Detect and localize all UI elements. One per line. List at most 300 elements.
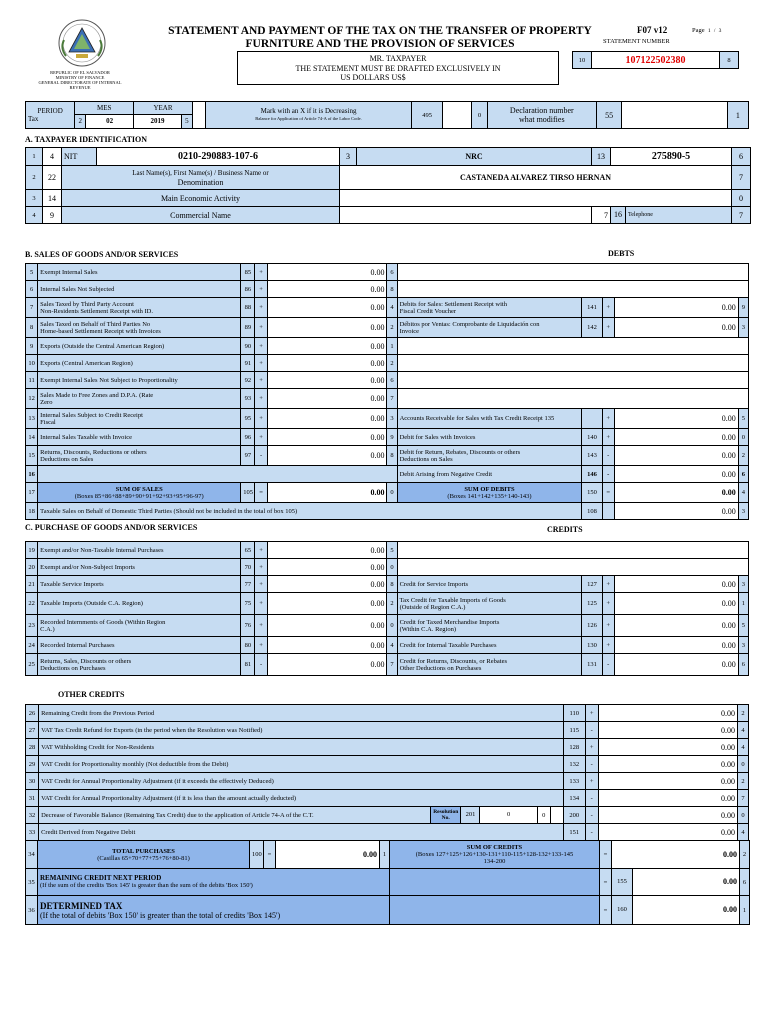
row-number: 19 — [26, 542, 38, 559]
check-digit: 8 — [387, 446, 397, 466]
row-number: 17 — [26, 483, 38, 503]
amount-field[interactable]: 0.00 — [267, 281, 387, 298]
credit-check-digit: 3 — [738, 637, 748, 654]
row-number: 26 — [26, 705, 39, 722]
box-number: 128 — [563, 739, 585, 756]
row-number: 24 — [26, 637, 38, 654]
check-digit: 2 — [387, 318, 397, 338]
box-number: 97 — [241, 446, 255, 466]
box-number: 22 — [43, 166, 62, 190]
box-number: 91 — [241, 355, 255, 372]
telephone-box: 16 — [611, 207, 625, 223]
check-digit: 7 — [387, 389, 397, 409]
totals-row — [26, 841, 750, 869]
box-number: 160 — [612, 896, 633, 924]
amount-field[interactable]: 0.00 — [598, 773, 737, 790]
sum-of-debits-formula: (Boxes 141+142+135+140-143) — [447, 492, 532, 500]
nit-value[interactable]: 0210-290883-107-6 — [97, 148, 340, 166]
sales-label-line: Exports (Central American Region) — [40, 359, 133, 367]
sales-label — [38, 318, 241, 338]
debit-box-number: 146 — [582, 466, 602, 483]
sales-row — [26, 389, 749, 409]
debit-box-number: 141 — [582, 298, 602, 318]
sales-label-line: Sales Made to Free Zones and D.P.A. (Rate — [40, 391, 154, 399]
debit-amount-field[interactable]: 0.00 — [614, 429, 738, 446]
debit-box-number — [582, 409, 602, 429]
sales-label-line: Internal Sales Not Subjected — [40, 285, 115, 293]
credit-label-line: Credit for Internal Taxable Purchases — [399, 641, 497, 649]
debit-label-line: Débitos por Ventas: Comprobante de Liquidación con — [399, 320, 540, 328]
amount-field[interactable]: 0.00 — [267, 318, 387, 338]
sum-of-credits-field[interactable]: 0.00 — [612, 841, 740, 869]
debit-label-line: Invoice — [399, 327, 420, 335]
row-number: 36 — [26, 896, 38, 925]
page-label: Page — [692, 27, 705, 34]
row-number: 4 — [26, 207, 43, 224]
check-digit: 2 — [738, 773, 749, 790]
row-number: 11 — [26, 372, 38, 389]
operator: + — [255, 318, 267, 338]
debit-box-number: 142 — [582, 318, 602, 338]
amount-field[interactable]: 0.00 — [598, 824, 737, 841]
amount-field[interactable]: 0.00 — [267, 615, 387, 637]
sales-label — [38, 281, 241, 298]
row-number: 3 — [26, 190, 43, 207]
sum-of-credits-formula-2: 134-200 — [483, 858, 506, 865]
sales-row — [26, 503, 749, 520]
operator: - — [585, 807, 598, 824]
credit-box-number: 131 — [582, 654, 602, 676]
debit-check-digit: 5 — [738, 409, 748, 429]
purchase-label — [38, 593, 241, 615]
resolution-value[interactable]: 0 — [506, 811, 511, 818]
form-title-line2: FURNITURE AND THE PROVISION OF SERVICES — [245, 38, 515, 50]
credit-label-line: Credit for Taxed Merchandise Imports — [399, 618, 500, 626]
purchase-label-line: Taxable Service Imports — [40, 580, 104, 588]
debit-operator: - — [602, 446, 614, 466]
sales-label — [38, 264, 241, 281]
check-digit: 0 — [387, 483, 397, 503]
sales-row — [26, 372, 749, 389]
section-a-title: A. TAXPAYER IDENTIFICATION — [25, 135, 148, 144]
credit-box-number: 130 — [582, 637, 602, 654]
credit-label — [397, 593, 582, 615]
box-number: 96 — [241, 429, 255, 446]
purchase-label-line: Returns, Sales, Discounts or others — [40, 657, 132, 665]
debit-amount-field[interactable]: 0.00 — [614, 318, 738, 338]
credit-label — [397, 615, 582, 637]
period-label: PERIOD — [37, 107, 63, 115]
seal-line-2: MINISTRY OF FINANCE — [55, 75, 105, 80]
decreasing-check: 0 — [472, 102, 487, 129]
row-number: 12 — [26, 389, 38, 409]
debit-box-number: 150 — [582, 483, 602, 503]
other-credit-label: Credit Derived from Negative Debit — [39, 824, 564, 841]
activity-value[interactable] — [340, 190, 732, 207]
other-credit-label: Remaining Credit from the Previous Period — [39, 705, 564, 722]
check-digit: 3 — [387, 409, 397, 429]
sales-label — [38, 338, 241, 355]
operator: - — [585, 722, 598, 739]
credit-amount-field[interactable]: 0.00 — [614, 576, 738, 593]
debit-label-line: Debit for Return, Rebates, Discounts or others — [399, 448, 521, 456]
empty-cell — [397, 372, 748, 389]
credit-check-digit: 5 — [738, 615, 748, 637]
sales-label-line: Internal Sales Subject to Credit Receipt — [40, 411, 143, 419]
purchase-row — [26, 559, 749, 576]
box-number: 81 — [241, 654, 255, 676]
debit-check-digit: 9 — [738, 298, 748, 318]
other-credit-label: VAT Withholding Credit for Non-Residents — [39, 739, 564, 756]
sum-row — [26, 483, 749, 503]
total-purchases — [38, 841, 250, 869]
box-number: 155 — [612, 869, 633, 895]
box-number: 77 — [241, 576, 255, 593]
operator: + — [255, 615, 267, 637]
row-number: 9 — [26, 338, 38, 355]
amount-field[interactable]: 0.00 — [267, 576, 387, 593]
box-number: 90 — [241, 338, 255, 355]
box-number: 132 — [563, 756, 585, 773]
amount-field[interactable]: 0.00 — [267, 409, 387, 429]
other-credit-row — [26, 773, 749, 790]
other-credit-label: VAT Credit for Annual Proportionality Adjustment (if it is less than the amount actually deducted) — [39, 790, 564, 807]
check-digit: 0 — [387, 615, 397, 637]
row-number: 18 — [26, 503, 38, 520]
stmt-box-number: 10 — [573, 52, 592, 69]
amount-field[interactable]: 0.00 — [267, 654, 387, 676]
other-credits-table — [25, 704, 749, 841]
sum-of-sales — [38, 483, 241, 503]
box-number: 105 — [241, 483, 255, 503]
taxpayer-name[interactable]: CASTANEDA ALVAREZ TIRSO HERNAN — [340, 166, 732, 190]
sales-row — [26, 355, 749, 372]
box-number: 92 — [241, 372, 255, 389]
telephone-check: 7 — [732, 207, 751, 224]
declaration-value[interactable] — [622, 102, 728, 129]
debit-label-line: Fiscal Credit Voucher — [399, 307, 457, 315]
credit-box-number: 126 — [582, 615, 602, 637]
activity-label: Main Economic Activity — [62, 190, 340, 207]
other-credit-row — [26, 705, 749, 722]
year-label: YEAR — [133, 102, 192, 114]
debit-box-number: 140 — [582, 429, 602, 446]
stmt-check-digit: 8 — [720, 52, 739, 69]
purchase-label-line: Recorded Internments of Goods (Within Region — [40, 618, 166, 626]
debit-operator: + — [602, 409, 614, 429]
operator: + — [585, 705, 598, 722]
debit-operator: = — [602, 483, 614, 503]
amount-field[interactable]: 0.00 — [267, 355, 387, 372]
empty-cell — [397, 338, 748, 355]
check-digit: 4 — [738, 722, 749, 739]
credit-label-line: Credit for Service Imports — [399, 580, 468, 588]
purchase-label-line: Deductions on Purchases — [40, 664, 106, 672]
box-number: 110 — [563, 705, 585, 722]
row-number: 29 — [26, 756, 39, 773]
sum-of-sales-field[interactable]: 0.00 — [267, 483, 387, 503]
check-digit: 4 — [387, 298, 397, 318]
other-credit-label: VAT Tax Credit Refund for Exports (in the period when the Resolution was Notified) — [39, 722, 564, 739]
nit-check: 3 — [340, 148, 357, 166]
amount-field[interactable]: 0.00 — [614, 503, 738, 520]
box-number: 85 — [241, 264, 255, 281]
purchase-label — [38, 654, 241, 676]
debit-label-line: Debit for Sales with Invoices — [399, 433, 476, 441]
determined-tax-value[interactable]: 0.00 — [723, 905, 737, 914]
sales-row — [26, 281, 749, 298]
debit-label-line: Deductions on Sales — [399, 455, 453, 463]
debit-operator: - — [602, 466, 614, 483]
debit-label-line: Debits for Sales: Settlement Receipt with — [399, 300, 507, 308]
amount-field[interactable]: 0.00 — [267, 298, 387, 318]
purchase-row — [26, 615, 749, 637]
amount-field[interactable]: 0.00 — [598, 807, 737, 824]
box-number: 133 — [563, 773, 585, 790]
purchase-row — [26, 576, 749, 593]
amount-field[interactable]: 0.00 — [598, 705, 737, 722]
credit-check-digit: 3 — [738, 576, 748, 593]
other-credit-row — [26, 790, 749, 807]
sales-row — [26, 318, 749, 338]
empty-cell — [397, 389, 748, 409]
credit-label — [397, 576, 582, 593]
amount-field[interactable]: 0.00 — [267, 264, 387, 281]
page-separator: / — [713, 28, 716, 34]
debit-amount-field[interactable]: 0.00 — [614, 409, 738, 429]
resolution-field[interactable] — [461, 807, 537, 824]
resolution-box: 201 — [461, 807, 480, 823]
credit-amount-field[interactable]: 0.00 — [614, 615, 738, 637]
remaining-credit-value[interactable]: 0.00 — [723, 877, 737, 886]
box-number: 65 — [241, 542, 255, 559]
purchase-row — [26, 637, 749, 654]
debit-operator: + — [602, 429, 614, 446]
row-number: 15 — [26, 446, 38, 466]
year-value[interactable]: 2019 — [133, 115, 181, 128]
debit-box-number: 143 — [582, 446, 602, 466]
other-credit-label: Decrease of Favorable Balance (Remaining Tax Credit) due to the application of Article 74-A of the C.T. — [39, 807, 431, 824]
box-number: 151 — [563, 824, 585, 841]
credit-operator: - — [602, 654, 614, 676]
check-digit: 8 — [387, 281, 397, 298]
credit-amount-field[interactable]: 0.00 — [614, 637, 738, 654]
row-number: 16 — [26, 466, 38, 483]
debit-label — [397, 446, 582, 466]
debit-operator: + — [602, 318, 614, 338]
credit-check-digit: 1 — [738, 593, 748, 615]
remaining-credit-formula: (If the sum of the credits 'Box 145' is greater than the sum of the debits 'Box 150') — [40, 882, 253, 889]
credit-amount-field[interactable]: 0.00 — [614, 654, 738, 676]
operator: - — [585, 790, 598, 807]
decreasing-box: 495 — [412, 102, 443, 129]
operator: = — [255, 483, 267, 503]
box-number: 80 — [241, 637, 255, 654]
notice-line1: MR. TAXPAYER — [369, 54, 427, 63]
operator: + — [585, 739, 598, 756]
third-party-sales-label: Taxable Sales on Behalf of Domestic Third Parties (Should not be included in the total of box 105) — [38, 503, 582, 520]
sales-row — [26, 446, 749, 466]
sales-label-line: Home-based Settlement Receipt with Invoices — [40, 327, 161, 335]
determined-tax-field[interactable] — [612, 896, 740, 925]
declaration-box: 55 — [597, 102, 622, 129]
resolution-label-1: Resolution — [433, 809, 459, 815]
purchase-row — [26, 542, 749, 559]
amount-field[interactable]: 0.00 — [267, 389, 387, 409]
box-number: 100 — [250, 841, 264, 869]
decreasing-mark[interactable] — [443, 102, 472, 129]
box-number: 86 — [241, 281, 255, 298]
total-purchases-field[interactable]: 0.00 — [276, 841, 380, 869]
credit-check-digit: 2 — [740, 841, 750, 869]
check-digit: 6 — [740, 869, 750, 896]
amount-field[interactable]: 0.00 — [598, 790, 737, 807]
sales-label-line: Internal Sales Taxable with Invoice — [40, 433, 133, 441]
row-number: 25 — [26, 654, 38, 676]
purchase-label — [38, 615, 241, 637]
decreasing-sublabel: Balance for Application of Article 74-A of the Labor Code. — [255, 116, 362, 121]
debit-check-digit: 0 — [738, 429, 748, 446]
sum-of-credits-title: SUM OF CREDITS — [466, 844, 523, 851]
row-number: 6 — [26, 281, 38, 298]
credit-check-digit: 6 — [738, 654, 748, 676]
debit-check-digit: 3 — [738, 318, 748, 338]
sum-of-debits-field[interactable]: 0.00 — [614, 483, 738, 503]
determined-tax — [38, 896, 390, 925]
remaining-credit-title: REMAINING CREDIT NEXT PERIOD — [40, 874, 162, 882]
nrc-box: 13 — [592, 148, 611, 166]
sales-label-line: Fiscal — [40, 418, 56, 426]
operator: + — [255, 637, 267, 654]
other-credit-row — [26, 722, 749, 739]
seal-line-3: GENERAL DIRECTORATE OF INTERNAL REVENUE — [38, 80, 122, 90]
amount-field[interactable]: 0.00 — [267, 446, 387, 466]
row-number: 28 — [26, 739, 39, 756]
coat-of-arms-icon — [52, 18, 112, 68]
purchase-label — [38, 576, 241, 593]
debit-label — [397, 298, 582, 318]
section-b-title: B. SALES OF GOODS AND/OR SERVICES — [25, 250, 179, 259]
credit-operator: + — [602, 637, 614, 654]
remaining-credit-field[interactable] — [612, 869, 740, 896]
check-digit: 7 — [738, 790, 749, 807]
nit-label: NIT — [62, 148, 97, 166]
check-digit: 0 — [738, 756, 749, 773]
year-box: 5 — [181, 115, 192, 128]
empty-cell — [397, 542, 748, 559]
sales-label-line: Exempt Internal Sales — [40, 268, 98, 276]
sales-label — [38, 409, 241, 429]
form-title-line1: STATEMENT AND PAYMENT OF THE TAX ON THE TRANSFER OF PROPERTY — [168, 25, 592, 37]
other-credit-row — [26, 824, 749, 841]
operator: + — [255, 559, 267, 576]
other-credit-row — [26, 739, 749, 756]
amount-field[interactable]: 0.00 — [598, 722, 737, 739]
row-number: 23 — [26, 615, 38, 637]
amount-field[interactable]: 0.00 — [267, 637, 387, 654]
amount-field[interactable]: 0.00 — [267, 542, 387, 559]
total-purchases-formula: (Casillas 65+70+77+75+76+80-81) — [97, 854, 190, 862]
sales-label-line: Exempt Internal Sales Not Subject to Proportionality — [40, 376, 178, 384]
sales-table — [25, 263, 749, 520]
other-credit-row — [26, 756, 749, 773]
amount-field[interactable]: 0.00 — [267, 429, 387, 446]
amount-field[interactable]: 0.00 — [598, 756, 737, 773]
check-digit: 2 — [738, 705, 749, 722]
other-credit-label: VAT Credit for Annual Proportionality Adjustment (if it exceeds the effectively Deduced) — [39, 773, 564, 790]
operator: + — [255, 542, 267, 559]
empty-cell — [397, 559, 748, 576]
check-digit: 4 — [738, 824, 749, 841]
purchase-label — [38, 559, 241, 576]
amount-field[interactable]: 0.00 — [267, 559, 387, 576]
totals-table — [25, 840, 750, 925]
empty-cell — [390, 869, 600, 896]
nrc-value[interactable]: 275890-5 — [611, 148, 732, 166]
box-number: 14 — [43, 190, 62, 207]
credits-title: CREDITS — [547, 525, 583, 534]
check-digit: 4 — [738, 739, 749, 756]
month-box: 2 — [78, 117, 83, 125]
sales-label-line: Zero — [40, 398, 53, 406]
amount-field[interactable]: 0.00 — [267, 593, 387, 615]
month-value[interactable]: 02 — [85, 115, 133, 128]
check-digit: 5 — [387, 542, 397, 559]
row-number: 7 — [26, 298, 38, 318]
box-number: 75 — [241, 593, 255, 615]
check-digit: 9 — [387, 429, 397, 446]
purchase-label — [38, 637, 241, 654]
debit-amount-field[interactable]: 0.00 — [614, 466, 738, 483]
commercial-name-check: 7 — [592, 207, 611, 224]
credit-amount-field[interactable]: 0.00 — [614, 593, 738, 615]
amount-field[interactable]: 0.00 — [598, 739, 737, 756]
debit-amount-field[interactable]: 0.00 — [614, 446, 738, 466]
amount-field[interactable]: 0.00 — [267, 372, 387, 389]
debit-label — [397, 409, 582, 429]
credit-label-line: Other Deductions on Purchases — [399, 664, 482, 672]
check-digit: 0 — [738, 807, 749, 824]
check-digit: 0 — [387, 559, 397, 576]
determined-tax-formula: (If the total of debits 'Box 150' is greater than the total of credits 'Box 145') — [40, 910, 281, 920]
check-digit: 8 — [387, 576, 397, 593]
row-number: 1 — [26, 148, 43, 166]
sales-row — [26, 409, 749, 429]
debit-amount-field[interactable]: 0.00 — [614, 298, 738, 318]
amount-field[interactable]: 0.00 — [267, 338, 387, 355]
statement-number-label: STATEMENT NUMBER — [603, 38, 670, 45]
box-number: 9 — [43, 207, 62, 224]
operator: + — [255, 389, 267, 409]
sum-of-sales-title: SUM OF SALES — [115, 485, 163, 493]
sales-label — [38, 355, 241, 372]
nrc-label: NRC — [357, 148, 592, 166]
resolution-check: 0 — [537, 807, 550, 824]
operator: + — [255, 264, 267, 281]
totals-row — [26, 869, 750, 896]
debit-check-digit: 4 — [738, 483, 748, 503]
debit-label — [397, 318, 582, 338]
empty-cell — [602, 503, 614, 520]
sales-label — [38, 446, 241, 466]
statement-number-box — [572, 51, 739, 69]
row-number: 33 — [26, 824, 39, 841]
decreasing-label: Mark with an X if it is Decreasing — [260, 107, 357, 115]
box-number: 95 — [241, 409, 255, 429]
name-label: Last Name(s), First Name(s) / Business Name or — [132, 168, 269, 177]
commercial-name-value[interactable] — [340, 207, 592, 224]
credit-box-number: 127 — [582, 576, 602, 593]
